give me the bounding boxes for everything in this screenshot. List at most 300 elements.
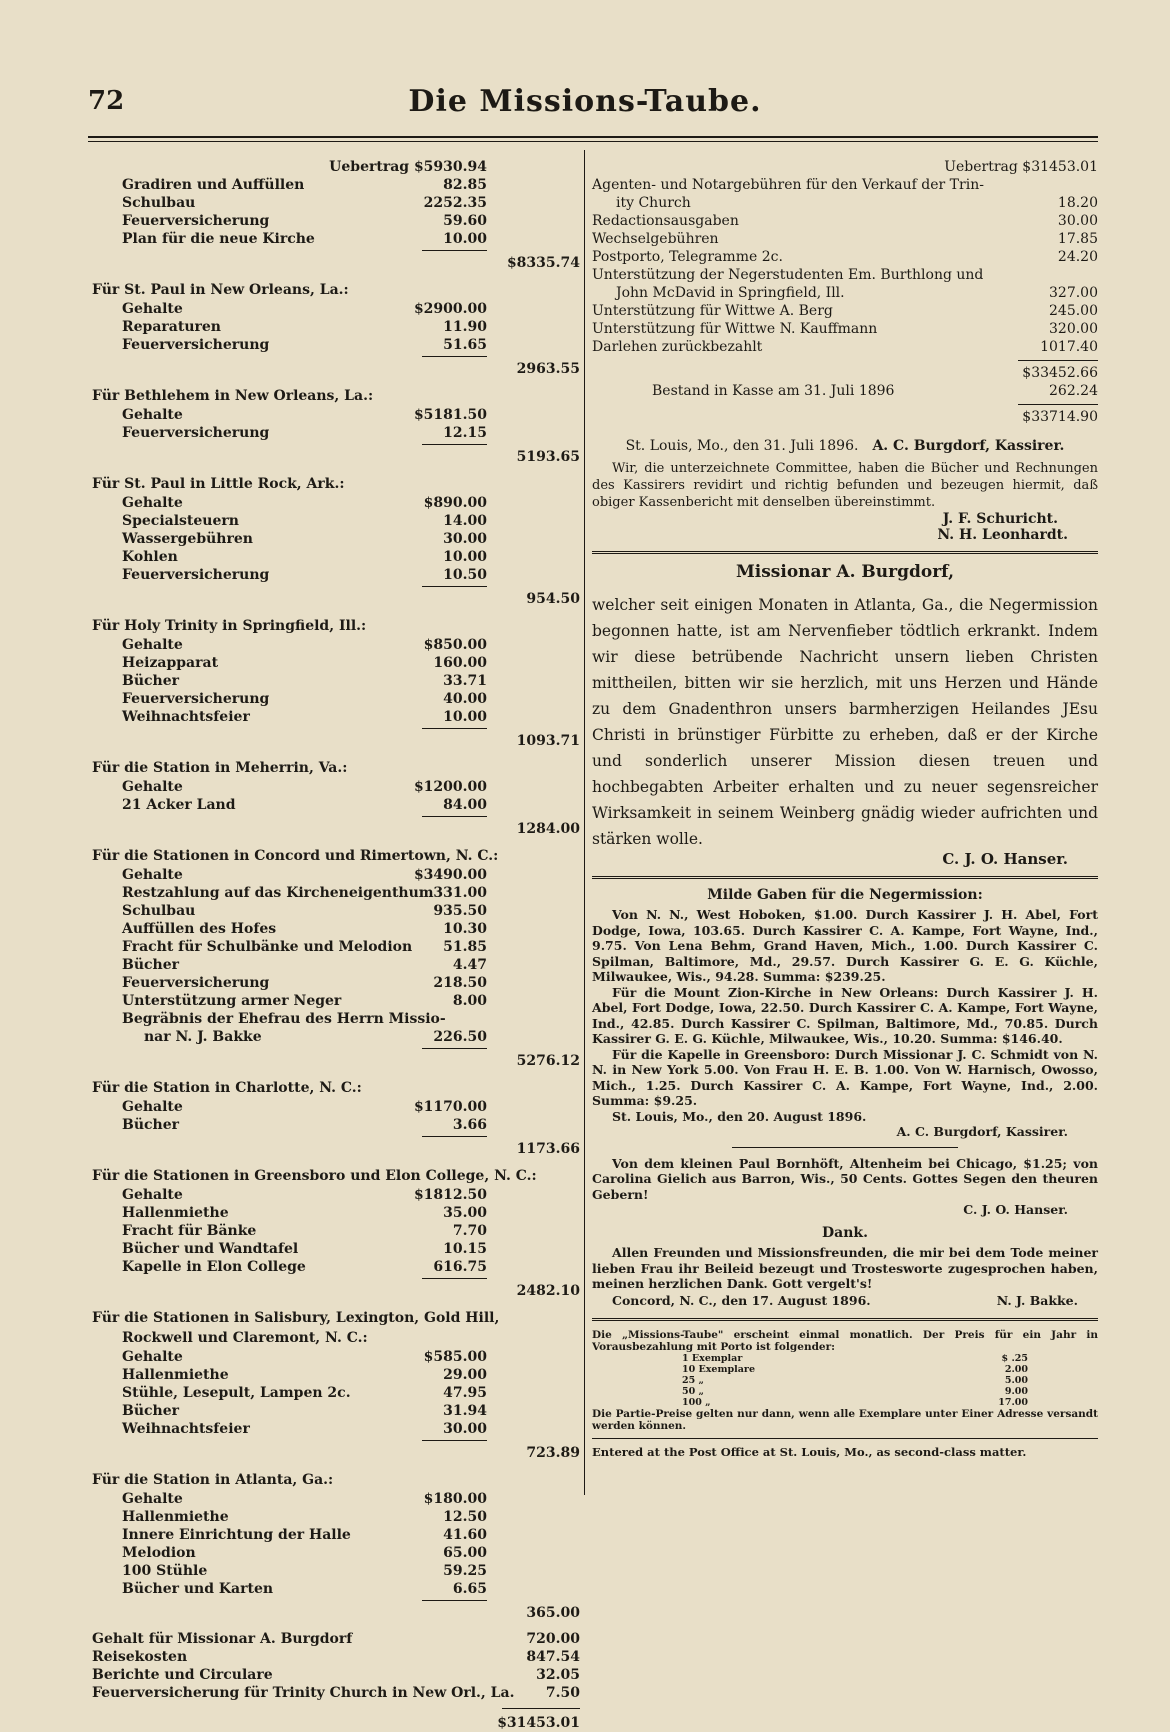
ledger-label: Gehalte [122, 301, 183, 317]
ledger-row [92, 1348, 580, 1366]
ledger-label: 21 Acker Land [122, 797, 236, 813]
ledger-amount: 6.65 [452, 1581, 487, 1597]
gifts-title: Milde Gaben für die Negermission: [707, 887, 983, 903]
ledger-amount: $2900.00 [413, 301, 487, 317]
dateline-block [592, 438, 1098, 454]
section-total: 1093.71 [516, 733, 580, 749]
sum-line [422, 444, 487, 445]
ledger-amount: $1200.00 [413, 779, 487, 795]
ledger-label: Hallenmiethe [122, 1367, 229, 1383]
ledger-row [92, 1508, 580, 1526]
price-qty: 50 „ [682, 1385, 704, 1397]
ledger-amount: 3.66 [452, 1117, 487, 1133]
ledger-label: Unterstützung armer Neger [122, 993, 342, 1009]
ledger-label: Bücher und Karten [122, 1581, 274, 1597]
ledger-row [92, 230, 580, 248]
sum-line [422, 728, 487, 729]
section-total-row [92, 248, 580, 271]
section-total-row [92, 814, 580, 837]
ledger-amount: 14.00 [443, 513, 487, 529]
section-gap [92, 1616, 580, 1630]
ledger-label: Wassergebühren [122, 531, 253, 547]
section-total: 365.00 [526, 1605, 580, 1621]
ledger-row [92, 866, 580, 884]
section-heading: Für St. Paul in New Orleans, La.: [92, 282, 349, 298]
ledger-label: Feuerversicherung [122, 213, 270, 229]
ledger-amount: 2252.35 [423, 195, 487, 211]
sum-line [422, 816, 487, 817]
grand-total: $31453.01 [497, 1715, 580, 1731]
extra-total: 720.00 [526, 1631, 580, 1647]
audit-text: Wir, die unterzeichnete Committee, haben die Bücher und Rechnungen des Kassirers revidirt und richtig befunden und bezeugen hiermit, daß obiger Kassenbericht mit denselben übereinstimmt. [592, 461, 1098, 510]
ledger-label: Bücher und Wandtafel [122, 1241, 299, 1257]
ledger-amount: 29.00 [443, 1367, 487, 1383]
expense-row-label: Unterstützung der Negerstudenten Em. Burthlong und [592, 267, 984, 283]
sum-line [422, 586, 487, 587]
section-heading: Für die Station in Meherrin, Va.: [92, 760, 348, 776]
section-total: 2963.55 [516, 361, 580, 377]
ledger-row [92, 654, 580, 672]
subscription-notice: Die „Missions-Taube" erscheint einmal monatlich. Der Preis für ein Jahr in Vorausbezahlung mit Porto ist folgender: [592, 1328, 1098, 1353]
thanks-place: Concord, N. C., den 17. August 1896. [612, 1292, 871, 1308]
ledger-amount: 59.60 [443, 213, 487, 229]
ledger-row [92, 1010, 580, 1028]
expense-row [592, 302, 1098, 320]
ledger-label: Bücher [122, 957, 179, 973]
section-gap [92, 372, 580, 386]
ledger-row [92, 778, 580, 796]
expense-row [592, 194, 1098, 212]
ledger-row [92, 194, 580, 212]
section-rule [592, 1318, 1098, 1321]
ledger-row [92, 1526, 580, 1544]
ledger-row [92, 1116, 580, 1134]
ledger-row [92, 1204, 580, 1222]
thanks-title: Dank. [822, 1225, 868, 1241]
masthead-title: Die Missions-Taube. [408, 84, 762, 119]
gifts-paragraph: Für die Kapelle in Greensboro: Durch Missionar J. C. Schmidt von N. N. in New York 5.00. Von Frau H. E. B. 1.00. Von W. Harnisch, Owosso, Mich., 1.25. Durch Kassirer C. A. Kampe, Fort Wayne, Ind., 2.00. Summa: $9.25. [592, 1046, 1098, 1108]
ledger-amount: $5181.50 [413, 407, 487, 423]
section-total: 954.50 [526, 591, 580, 607]
ledger-row [92, 1420, 580, 1438]
ledger-label: Gehalte [122, 1099, 183, 1115]
expense-row-amount: 245.00 [1049, 303, 1098, 319]
ledger-amount: 11.90 [443, 319, 487, 335]
extra-label: Gehalt für Missionar A. Burgdorf [92, 1631, 353, 1647]
section-gap [92, 1064, 580, 1078]
section-total-row [92, 354, 580, 377]
section-total: 723.89 [526, 1445, 580, 1461]
ledger-label: Feuerversicherung [122, 337, 270, 353]
ledger-label: Hallenmiethe [122, 1205, 229, 1221]
ledger-amount: $585.00 [423, 1349, 487, 1365]
ledger-row [92, 494, 580, 512]
ledger-label: Gehalte [122, 779, 183, 795]
expense-row-amount: 24.20 [1057, 249, 1098, 265]
gifts-paragraph: Von N. N., West Hoboken, $1.00. Durch Kassirer J. H. Abel, Fort Dodge, Iowa, 103.65. Durch Kassirer C. A. Kampe, Fort Wayne, Ind., 9.75. Von Lena Behm, Grand Haven, Mich., 1.00. Durch Kassirer C. Spilman, Baltimore, Md., 29.57. Durch Kassirer G. E. G. Küchle, Milwaukee, Wis., 94.28. Summa: $239.25. [592, 907, 1098, 984]
extra-total: 32.05 [536, 1667, 580, 1683]
short-rule [732, 1147, 958, 1148]
section-gap [92, 832, 580, 846]
ledger-amount: 10.30 [443, 921, 487, 937]
subtotal-line [1018, 360, 1098, 361]
postal-notice: Entered at the Post Office at St. Louis, Mo., as second-class matter. [592, 1444, 1027, 1459]
obituary-signature: C. J. O. Hanser. [942, 850, 1068, 868]
ledger-row [92, 318, 580, 336]
final-total-row [592, 400, 1098, 428]
subscription-outro: Die Partie-Preise gelten nur dann, wenn alle Exemplare unter Einer Adresse versandt werden können. [592, 1407, 1098, 1432]
section-total-row [92, 1134, 580, 1157]
ledger-label: Stühle, Lesepult, Lampen 2c. [122, 1385, 351, 1401]
ledger-label: Restzahlung auf das Kircheneigenthum [122, 885, 434, 901]
ledger-label: Gehalte [122, 1491, 183, 1507]
ledger-label: Melodion [122, 1545, 196, 1561]
ledger-label: Schulbau [122, 195, 196, 211]
small-gift-text: Von dem kleinen Paul Bornhöft, Altenheim bei Chicago, $1.25; von Carolina Gielich aus Barron, Wis., 50 Cents. Gottes Segen den theuren Gebern! [592, 1155, 1098, 1202]
price-row [592, 1397, 1098, 1408]
ledger-row [92, 530, 580, 548]
expense-row-label: Unterstützung für Wittwe A. Berg [592, 303, 833, 319]
price-qty: 100 „ [682, 1396, 711, 1408]
ledger-amount: 160.00 [433, 655, 487, 671]
ledger-amount: $850.00 [423, 637, 487, 653]
ledger-label: Hallenmiethe [122, 1509, 229, 1525]
ledger-amount: 226.50 [433, 1029, 487, 1045]
extra-label: Feuerversicherung für Trinity Church in New Orl., La. [92, 1685, 515, 1701]
right-carry-row [592, 158, 1098, 176]
section-total-row [92, 1276, 580, 1299]
ledger-label: Weihnachtsfeier [122, 709, 250, 725]
ledger-row [92, 406, 580, 424]
ledger-row [92, 300, 580, 318]
section-heading-cont: Rockwell und Claremont, N. C.: [122, 1330, 368, 1346]
page-number: 72 [88, 86, 125, 116]
expense-row [592, 212, 1098, 230]
section-gap [92, 460, 580, 474]
ledger-amount: 30.00 [443, 1421, 487, 1437]
ledger-label: Feuerversicherung [122, 425, 270, 441]
ledger-amount: 10.00 [443, 231, 487, 247]
price-amount: 17.00 [998, 1396, 1028, 1408]
ledger-label: Fracht für Bänke [122, 1223, 257, 1239]
section-heading: Für St. Paul in Little Rock, Ark.: [92, 476, 345, 492]
section-total-row [92, 584, 580, 607]
ledger-label: Fracht für Schulbänke und Melodion [122, 939, 413, 955]
ledger-amount: 8.00 [452, 993, 487, 1009]
price-row [592, 1364, 1098, 1375]
right-carry-label: Uebertrag $31453.01 [944, 159, 1098, 175]
ledger-amount: 51.65 [443, 337, 487, 353]
section-rule [592, 1438, 1098, 1439]
ledger-label: Specialsteuern [122, 513, 239, 529]
extra-label: Berichte und Circulare [92, 1667, 273, 1683]
ledger-row [92, 1240, 580, 1258]
section-gap [92, 602, 580, 616]
ledger-amount: 218.50 [433, 975, 487, 991]
price-qty: 10 Exemplare [682, 1363, 755, 1375]
ledger-row [92, 1186, 580, 1204]
ledger-amount: 935.50 [433, 903, 487, 919]
ledger-row [92, 636, 580, 654]
expense-row-amount: 18.20 [1057, 195, 1098, 211]
section-total: 5193.65 [516, 449, 580, 465]
ledger-label: Schulbau [122, 903, 196, 919]
ledger-amount: 30.00 [443, 531, 487, 547]
ledger-amount: 12.50 [443, 1509, 487, 1525]
section-total: 2482.10 [516, 1283, 580, 1299]
subtotal-row [592, 356, 1098, 382]
ledger-label: Feuerversicherung [122, 691, 270, 707]
ledger-row [92, 974, 580, 992]
section-heading: Für die Stationen in Greensboro und Elon College, N. C.: [92, 1168, 537, 1184]
ledger-amount: 4.47 [452, 957, 487, 973]
section-total: 5276.12 [516, 1053, 580, 1069]
extra-row [92, 1666, 580, 1684]
ledger-row [92, 424, 580, 442]
ledger-amount: 331.00 [433, 885, 487, 901]
ledger-amount: 12.15 [443, 425, 487, 441]
expense-row-amount: 327.00 [1049, 285, 1098, 301]
ledger-label: Heizapparat [122, 655, 219, 671]
sum-line [422, 1600, 487, 1601]
ledger-row [92, 176, 580, 194]
price-row [592, 1353, 1098, 1364]
section-total-row [92, 442, 580, 465]
price-row [592, 1375, 1098, 1386]
ledger-row [92, 690, 580, 708]
section-total-row [92, 1598, 580, 1621]
ledger-label: Gehalte [122, 1187, 183, 1203]
price-row [592, 1386, 1098, 1397]
ledger-row [92, 548, 580, 566]
ledger-label: Bücher [122, 673, 179, 689]
section-heading: Für die Stationen in Concord und Rimertown, N. C.: [92, 848, 499, 864]
section-total: 1284.00 [516, 821, 580, 837]
gifts-signer: A. C. Burgdorf, Kassirer. [896, 1123, 1068, 1139]
expense-row [592, 230, 1098, 248]
ledger-row [92, 956, 580, 974]
ledger-label: Kohlen [122, 549, 178, 565]
balance-row [592, 382, 1098, 400]
ledger-row [92, 1366, 580, 1384]
extra-row [92, 1684, 580, 1702]
ledger-row [92, 672, 580, 690]
expense-row-label: Redactionsausgaben [592, 213, 739, 229]
sum-line [422, 356, 487, 357]
ledger-label: Feuerversicherung [122, 975, 270, 991]
section-heading: Für die Station in Atlanta, Ga.: [92, 1472, 334, 1488]
ledger-amount: $180.00 [423, 1491, 487, 1507]
ledger-row [92, 884, 580, 902]
header-rule-thin [88, 141, 1098, 142]
ledger-row [92, 1580, 580, 1598]
grand-sum-line [502, 1708, 580, 1709]
expense-row-amount: 320.00 [1049, 321, 1098, 337]
price-amount: $ .25 [1001, 1352, 1028, 1364]
ledger-label: Gehalte [122, 637, 183, 653]
ledger-row [92, 512, 580, 530]
section-gap [92, 1294, 580, 1308]
small-gift-signature: C. J. O. Hanser. [963, 1202, 1068, 1217]
ledger-row [92, 992, 580, 1010]
thanks-footer-row [592, 1292, 1098, 1310]
ledger-row [92, 708, 580, 726]
ledger-amount: 35.00 [443, 1205, 487, 1221]
subtotal-amount: $33452.66 [1022, 365, 1098, 381]
ledger-row [92, 1098, 580, 1116]
ledger-row [92, 1562, 580, 1580]
ledger-row [92, 796, 580, 814]
ledger-label: Gehalte [122, 495, 183, 511]
ledger-amount: $1170.00 [413, 1099, 487, 1115]
ledger-label: nar N. J. Bakke [144, 1029, 262, 1045]
section-heading: Für Bethlehem in New Orleans, La.: [92, 388, 374, 404]
expense-row-amount: 30.00 [1057, 213, 1098, 229]
extra-total: 847.54 [526, 1649, 580, 1665]
carry-forward-label: Uebertrag $5930.94 [329, 159, 487, 175]
thanks-signature: N. J. Bakke. [996, 1292, 1078, 1308]
balance-row-amount: 262.24 [1049, 383, 1098, 399]
sum-line [422, 250, 487, 251]
ledger-label: Gehalte [122, 867, 183, 883]
extra-label: Reisekosten [92, 1649, 188, 1665]
section-total-row [92, 1046, 580, 1069]
ledger-row [92, 902, 580, 920]
ledger-label: Kapelle in Elon College [122, 1259, 306, 1275]
price-amount: 9.00 [1004, 1385, 1028, 1397]
expense-row-label: Agenten- und Notargebühren für den Verkauf der Trin- [592, 177, 984, 193]
ledger-row [92, 1384, 580, 1402]
price-qty: 25 „ [682, 1374, 704, 1386]
sum-line [422, 1440, 487, 1441]
ledger-row [92, 1258, 580, 1276]
ledger-amount: 7.70 [452, 1223, 487, 1239]
expense-row-amount: 17.85 [1057, 231, 1098, 247]
expense-row-label: ity Church [616, 195, 691, 211]
balance-row-label: Bestand in Kasse am 31. Juli 1896 [652, 383, 895, 399]
expense-row-label: Wechselgebühren [592, 231, 719, 247]
ledger-label: Auffüllen des Hofes [122, 921, 277, 937]
ledger-row [92, 1544, 580, 1562]
price-amount: 2.00 [1004, 1363, 1028, 1375]
ledger-label: Gehalte [122, 1349, 183, 1365]
section-total: 1173.66 [516, 1141, 580, 1157]
sum-line [422, 1278, 487, 1279]
section-heading: Für Holy Trinity in Springfield, Ill.: [92, 618, 367, 634]
left-column-ledger [92, 158, 580, 1732]
section-gap [92, 1152, 580, 1166]
ledger-amount: 616.75 [433, 1259, 487, 1275]
ledger-row [92, 1402, 580, 1420]
ledger-amount: 10.00 [443, 549, 487, 565]
expense-row [592, 176, 1098, 194]
obituary-text: welcher seit einigen Monaten in Atlanta, Ga., die Negermission begonnen hatte, ist am Nervenfieber tödtlich erkrankt. Indem wir diese betrübende Nachricht unsern lieben Christen mittheilen, bitten wir sie herzlich, mit uns Herzen und Hände zu dem Gnadenthron unsers barmherzigen Heilandes JEsu Christi in brünstiger Fürbitte zu erheben, daß er der Kirche und sonderlich unserer Mission diesen treuen und hochbegabten Arbeiter erhalten und zu neuer segensreicher Wirksamkeit in seinem Weinberg gnädig wieder aufrichten und stärken wolle. [592, 596, 1098, 848]
section-gap [92, 1456, 580, 1470]
gifts-paragraph: Für die Mount Zion-Kirche in New Orleans: Durch Kassirer J. H. Abel, Fort Dodge, Iowa, 22.50. Durch Kassirer C. A. Kampe, Fort Wayne, Ind., 42.85. Durch Kassirer C. Spilman, Baltimore, Md., 70.85. Durch Kassirer G. E. G. Küchle, Milwaukee, Wis., 10.20. Summa: $146.40. [592, 984, 1098, 1046]
ledger-amount: 41.60 [443, 1527, 487, 1543]
ledger-amount: 10.15 [443, 1241, 487, 1257]
price-amount: 5.00 [1004, 1374, 1028, 1386]
expense-row-amount: 1017.40 [1040, 339, 1098, 355]
ledger-amount: 10.50 [443, 567, 487, 583]
final-total-line [1018, 404, 1098, 405]
section-heading: Für die Stationen in Salisbury, Lexington, Gold Hill, [92, 1310, 500, 1326]
expense-row-label: Darlehen zurückbezahlt [592, 339, 763, 355]
auditor-1: J. F. Schuricht. [942, 511, 1058, 527]
expense-row-label: Unterstützung für Wittwe N. Kauffmann [592, 321, 878, 337]
sum-line [422, 1048, 487, 1049]
final-total-amount: $33714.90 [1022, 409, 1098, 425]
ledger-amount: $1812.50 [413, 1187, 487, 1203]
extra-total: 7.50 [545, 1685, 580, 1701]
expense-row-label: Postporto, Telegramme 2c. [592, 249, 783, 265]
right-column [592, 158, 1098, 1459]
ledger-amount: 84.00 [443, 797, 487, 813]
ledger-label: Weihnachtsfeier [122, 1421, 250, 1437]
extra-row [92, 1648, 580, 1666]
section-gap [92, 744, 580, 758]
ledger-label: Feuerversicherung [122, 567, 270, 583]
ledger-amount: 82.85 [443, 177, 487, 193]
ledger-row [92, 336, 580, 354]
ledger-label: Gradiren und Auffüllen [122, 177, 305, 193]
ledger-label: 100 Stühle [122, 1563, 208, 1579]
ledger-row [92, 938, 580, 956]
ledger-label: Gehalte [122, 407, 183, 423]
ledger-label: Reparaturen [122, 319, 221, 335]
thanks-text: Allen Freunden und Missionsfreunden, die mir bei dem Tode meiner lieben Frau ihr Beileid bezeugt und Trostesworte zugesprochen haben, meinen herzlichen Dank. Gott vergelt's! [592, 1245, 1098, 1291]
ledger-row [92, 212, 580, 230]
price-qty: 1 Exemplar [682, 1352, 743, 1364]
section-total-row [92, 1438, 580, 1461]
expense-row [592, 338, 1098, 356]
expense-row [592, 248, 1098, 266]
report-dateline: St. Louis, Mo., den 31. Juli 1896. [625, 438, 859, 454]
ledger-amount: $3490.00 [413, 867, 487, 883]
ledger-label: Bücher [122, 1117, 179, 1133]
section-total-row [92, 726, 580, 749]
expense-row [592, 266, 1098, 284]
column-separator [584, 150, 585, 1495]
ledger-amount: 10.00 [443, 709, 487, 725]
expense-row [592, 284, 1098, 302]
section-total: $8335.74 [506, 255, 580, 271]
ledger-label: Innere Einrichtung der Halle [122, 1527, 351, 1543]
report-signer: A. C. Burgdorf, Kassirer. [872, 438, 1065, 454]
extra-row [92, 1630, 580, 1648]
ledger-row [92, 1028, 580, 1046]
ledger-amount: 33.71 [443, 673, 487, 689]
ledger-amount: 59.25 [443, 1563, 487, 1579]
ledger-amount: 40.00 [443, 691, 487, 707]
ledger-row [92, 566, 580, 584]
section-heading: Für die Station in Charlotte, N. C.: [92, 1080, 362, 1096]
auditor-2: N. H. Leonhardt. [937, 527, 1068, 543]
section-rule [592, 876, 1098, 879]
ledger-amount: 47.95 [443, 1385, 487, 1401]
ledger-amount: 65.00 [443, 1545, 487, 1561]
expense-row-label: John McDavid in Springfield, Ill. [616, 285, 845, 301]
ledger-row [92, 920, 580, 938]
section-rule [592, 551, 1098, 554]
gifts-dateline: St. Louis, Mo., den 20. August 1896. [612, 1108, 867, 1124]
carry-forward-row [92, 158, 580, 176]
ledger-amount: $890.00 [423, 495, 487, 511]
ledger-row [92, 1222, 580, 1240]
ledger-label: Begräbnis der Ehefrau des Herrn Missio- [122, 1011, 446, 1027]
ledger-amount: 51.85 [443, 939, 487, 955]
header-rule [88, 136, 1098, 138]
